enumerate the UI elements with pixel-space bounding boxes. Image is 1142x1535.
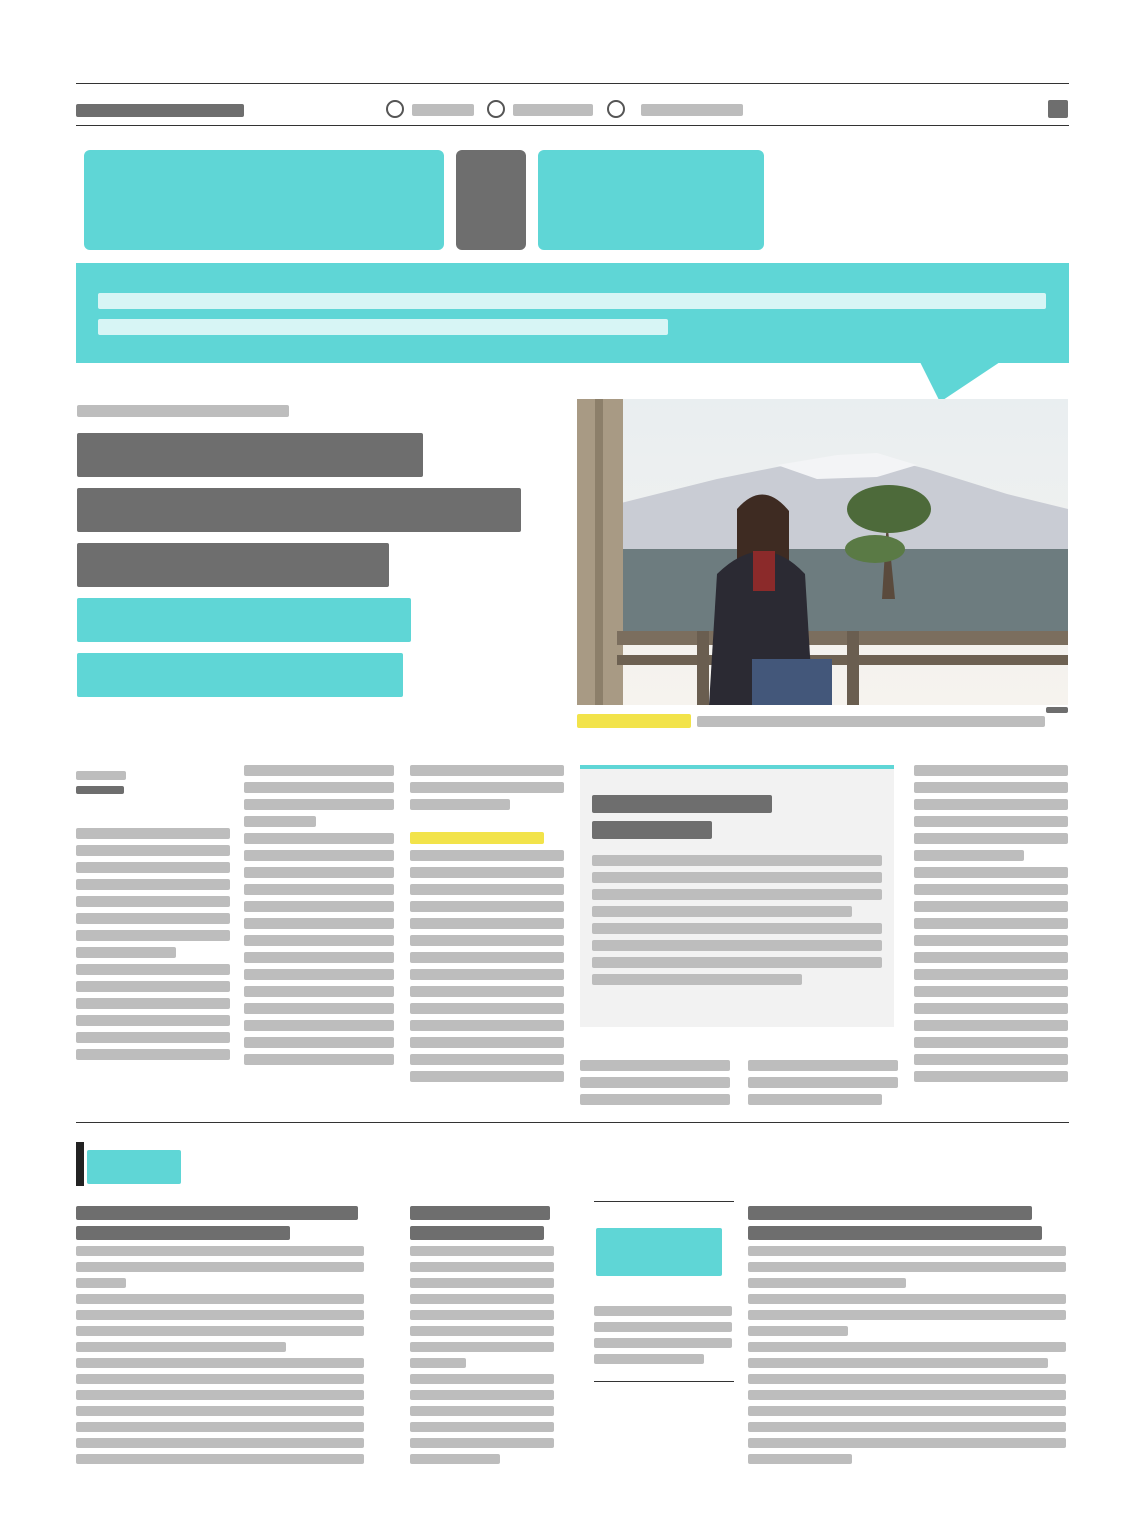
body-line <box>244 816 316 827</box>
dateline-placeholder <box>76 786 124 794</box>
article-column-3 <box>410 765 564 1088</box>
brief-line <box>410 1422 554 1432</box>
body-line <box>244 782 394 793</box>
box-line <box>592 923 882 934</box>
brief-line <box>410 1358 466 1368</box>
section-marker <box>76 1142 84 1186</box>
caption-lead-placeholder <box>577 714 691 728</box>
body-line <box>76 828 230 839</box>
brief-line <box>410 1294 554 1304</box>
body-line <box>410 1003 564 1014</box>
body-line <box>76 1015 230 1026</box>
brief-headline <box>410 1226 544 1240</box>
publication-date-placeholder <box>76 104 244 117</box>
body-line <box>410 935 564 946</box>
brief-1 <box>76 1206 364 1470</box>
headline-line-3 <box>77 543 389 587</box>
brief-line <box>748 1358 1048 1368</box>
body-line <box>76 998 230 1009</box>
body-line <box>410 867 564 878</box>
body-line <box>914 1054 1068 1065</box>
brief-line <box>410 1262 554 1272</box>
headline-line-5 <box>77 653 403 697</box>
body-line <box>410 850 564 861</box>
brief-line <box>748 1438 1066 1448</box>
body-line <box>914 952 1068 963</box>
headline-line-4 <box>77 598 411 642</box>
stat-line <box>594 1338 732 1348</box>
brief-line <box>748 1342 1066 1352</box>
brief-line <box>748 1406 1066 1416</box>
brief-line <box>76 1422 364 1432</box>
body-line <box>914 986 1068 997</box>
brief-3 <box>748 1206 1066 1470</box>
article-column-4b <box>748 1060 898 1111</box>
facebook-icon[interactable] <box>487 100 505 118</box>
body-line <box>76 862 230 873</box>
section-label-placeholder <box>87 1150 181 1184</box>
story-photo <box>577 399 1068 705</box>
brief-line <box>410 1454 500 1464</box>
deck-line-2 <box>98 319 668 335</box>
brief-headline <box>748 1206 1032 1220</box>
box-title-line-2 <box>592 821 712 839</box>
deck-speech-tail <box>920 362 1000 402</box>
brief-line <box>748 1422 1066 1432</box>
body-line <box>914 884 1068 895</box>
body-line <box>244 1054 394 1065</box>
body-line <box>76 1032 230 1043</box>
section-title-part-1 <box>84 150 444 250</box>
stat-description <box>594 1306 734 1364</box>
body-line <box>914 918 1068 929</box>
body-line <box>914 1020 1068 1031</box>
body-line <box>410 799 510 810</box>
twitter-icon[interactable] <box>386 100 404 118</box>
body-line <box>410 986 564 997</box>
section-divider <box>76 1122 1069 1123</box>
stat-line <box>594 1306 732 1316</box>
brief-headline <box>748 1226 1042 1240</box>
body-line <box>410 952 564 963</box>
body-line <box>914 850 1024 861</box>
body-line <box>914 867 1068 878</box>
body-line <box>410 884 564 895</box>
top-rule <box>76 83 1069 84</box>
photo-illustration <box>577 399 1068 705</box>
brief-line <box>748 1374 1066 1384</box>
body-line <box>410 1020 564 1031</box>
article-column-2 <box>244 765 394 1071</box>
body-line <box>76 930 230 941</box>
body-line <box>76 964 230 975</box>
article-column-1 <box>76 765 230 1066</box>
social-handle-placeholder[interactable] <box>412 104 474 116</box>
body-line <box>410 1071 564 1082</box>
body-line <box>914 901 1068 912</box>
body-line <box>410 1054 564 1065</box>
body-line <box>410 765 564 776</box>
brief-line <box>748 1310 1066 1320</box>
brief-headline <box>76 1206 358 1220</box>
brief-headline <box>410 1206 550 1220</box>
body-line <box>76 896 230 907</box>
box-line <box>592 872 882 883</box>
brief-line <box>410 1326 554 1336</box>
brief-line <box>748 1246 1066 1256</box>
box-line <box>592 974 802 985</box>
body-line <box>244 765 394 776</box>
body-line <box>76 913 230 924</box>
body-line <box>914 833 1068 844</box>
body-line <box>914 799 1068 810</box>
body-line <box>914 816 1068 827</box>
website-placeholder[interactable] <box>641 104 743 116</box>
social-site-placeholder[interactable] <box>513 104 593 116</box>
brief-line <box>76 1342 286 1352</box>
body-line <box>244 833 394 844</box>
brief-line <box>410 1246 554 1256</box>
body-line <box>244 901 394 912</box>
brief-line <box>76 1246 364 1256</box>
body-line <box>914 1071 1068 1082</box>
body-line <box>914 1037 1068 1048</box>
stat-line <box>594 1354 704 1364</box>
brief-line <box>76 1438 364 1448</box>
stat-callout <box>594 1201 734 1321</box>
stat-value-placeholder <box>596 1228 722 1276</box>
body-line <box>244 986 394 997</box>
body-line <box>914 765 1068 776</box>
body-line <box>410 1037 564 1048</box>
brief-line <box>76 1406 364 1416</box>
brief-line <box>410 1342 554 1352</box>
body-line <box>244 918 394 929</box>
stat-rule <box>594 1381 734 1382</box>
body-line <box>748 1060 898 1071</box>
brief-line <box>76 1294 364 1304</box>
caption-text-placeholder <box>697 716 1045 727</box>
brief-line <box>76 1390 364 1400</box>
box-line <box>592 957 882 968</box>
section-title-ampersand <box>456 150 526 250</box>
web-icon[interactable] <box>607 100 625 118</box>
body-line <box>244 1037 394 1048</box>
body-line <box>748 1077 898 1088</box>
article-column-5 <box>914 765 1068 1088</box>
article-column-4a <box>580 1060 730 1111</box>
body-line <box>410 918 564 929</box>
body-line <box>914 1003 1068 1014</box>
headline-line-1 <box>77 433 423 477</box>
brief-line <box>76 1358 364 1368</box>
header-rule <box>76 125 1069 126</box>
box-line <box>592 855 882 866</box>
body-line <box>244 867 394 878</box>
body-line <box>76 879 230 890</box>
body-line <box>244 969 394 980</box>
byline-placeholder <box>76 771 126 780</box>
brief-line <box>748 1326 848 1336</box>
headline-line-2 <box>77 488 521 532</box>
box-line <box>592 889 882 900</box>
body-line <box>76 845 230 856</box>
body-line <box>244 884 394 895</box>
brief-line <box>410 1438 554 1448</box>
main-headline <box>77 405 547 697</box>
brief-line <box>76 1326 364 1336</box>
body-line <box>76 981 230 992</box>
brief-line <box>410 1310 554 1320</box>
body-line <box>914 935 1068 946</box>
brief-line <box>76 1278 126 1288</box>
kicker-placeholder <box>77 405 289 417</box>
brief-line <box>410 1390 554 1400</box>
story-deck <box>76 263 1069 363</box>
brief-headline <box>76 1226 290 1240</box>
brief-line <box>76 1454 364 1464</box>
body-line <box>76 947 176 958</box>
box-line <box>592 940 882 951</box>
body-line <box>748 1094 882 1105</box>
brief-line <box>748 1278 906 1288</box>
body-line <box>410 901 564 912</box>
brief-line <box>76 1262 364 1272</box>
body-line <box>914 782 1068 793</box>
photo-credit-placeholder <box>1046 707 1068 713</box>
deck-line-1 <box>98 293 1046 309</box>
body-line <box>410 969 564 980</box>
brief-line <box>410 1406 554 1416</box>
brief-line <box>748 1262 1066 1272</box>
body-line <box>244 850 394 861</box>
subhead-placeholder <box>410 832 544 844</box>
body-line <box>580 1060 730 1071</box>
brief-line <box>410 1278 554 1288</box>
box-title-line-1 <box>592 795 772 813</box>
brief-2 <box>410 1206 554 1470</box>
body-line <box>244 952 394 963</box>
section-title-part-2 <box>538 150 764 250</box>
section-title <box>84 150 764 250</box>
brief-line <box>76 1310 364 1320</box>
brief-line <box>410 1374 554 1384</box>
brief-line <box>748 1454 852 1464</box>
box-body <box>592 855 882 985</box>
body-line <box>410 782 564 793</box>
body-line <box>244 935 394 946</box>
body-line <box>244 799 394 810</box>
body-line <box>244 1003 394 1014</box>
sidebar-box <box>580 765 894 1027</box>
page-number-placeholder <box>1048 100 1068 118</box>
body-line <box>76 1049 230 1060</box>
brief-line <box>748 1294 1066 1304</box>
brief-line <box>76 1374 364 1384</box>
body-line <box>580 1094 730 1105</box>
body-line <box>914 969 1068 980</box>
stat-line <box>594 1322 732 1332</box>
body-line <box>580 1077 730 1088</box>
brief-line <box>748 1390 1066 1400</box>
body-line <box>244 1020 394 1031</box>
box-line <box>592 906 852 917</box>
